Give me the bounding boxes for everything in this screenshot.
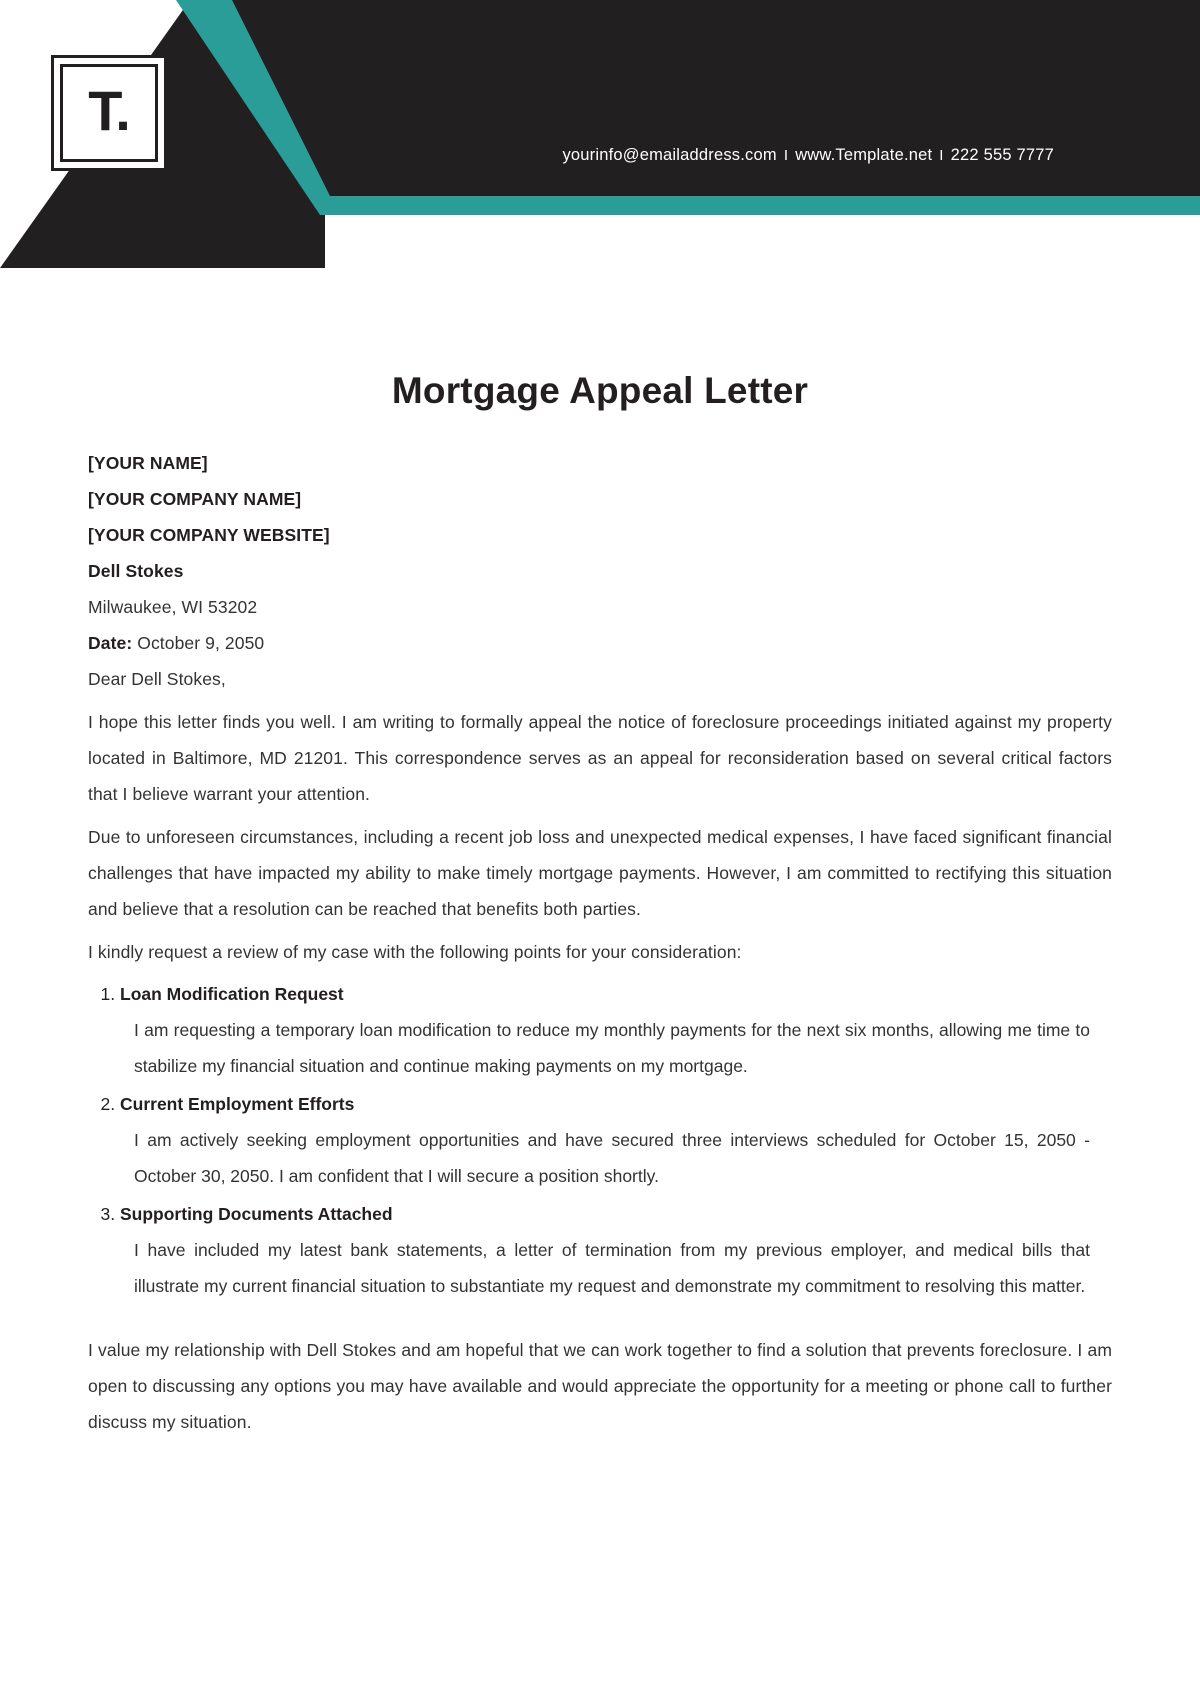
point-title: Loan Modification Request (120, 984, 344, 1004)
sender-website: [YOUR COMPANY WEBSITE] (88, 525, 330, 545)
point-body: I have included my latest bank statements, a letter of termination from my previous employer, and medical bills that illustrate my current financial situation to substantiate my request and demonstrate my commitment to resolving this matter. (134, 1240, 1090, 1296)
contact-phone: 222 555 7777 (950, 146, 1054, 164)
paragraph-1: I hope this letter finds you well. I am writing to formally appeal the notice of foreclosure proceedings initiated against my property located in Baltimore, MD 21201. This correspondence serves as an appeal for reconsideration based on several critical factors that I believe warrant your attention. (88, 712, 1112, 804)
page-title: Mortgage Appeal Letter (391, 370, 809, 411)
point-body: I am requesting a temporary loan modification to reduce my monthly payments for the next six months, allowing me time to stabilize my financial situation and continue making payments on my mortgage. (134, 1020, 1090, 1076)
paragraph-2: Due to unforeseen circumstances, including a recent job loss and unexpected medical expenses, I have faced significant financial challenges that have impacted my ability to make timely mortgage payments. However, I am committed to rectifying this situation and believe that a resolution can be reached that benefits both parties. (88, 827, 1112, 919)
letter-body (0, 370, 1200, 1440)
point-title: Current Employment Efforts (120, 1094, 355, 1114)
sender-name: [YOUR NAME] (88, 453, 208, 473)
header-contact-info (562, 146, 1054, 165)
salutation: Dear Dell Stokes, (88, 669, 226, 689)
letterhead-header (0, 0, 1200, 268)
point-title: Supporting Documents Attached (120, 1204, 393, 1224)
date-value: October 9, 2050 (137, 633, 265, 653)
contact-email: yourinfo@emailaddress.com (562, 146, 777, 164)
contact-separator-2: I (939, 147, 944, 164)
sender-company: [YOUR COMPANY NAME] (88, 489, 302, 509)
logo-letter: T. (88, 79, 130, 142)
contact-separator-1: I (783, 147, 789, 164)
paragraph-3: I kindly request a review of my case with the following points for your consideration: (88, 942, 742, 962)
points-list (88, 976, 1112, 1304)
logo-frame (60, 64, 158, 162)
list-item (120, 1196, 1112, 1304)
point-body: I am actively seeking employment opportunities and have secured three interviews scheduled for October 15, 2050 - October 30, 2050. I am confident that I will secure a position shortly. (134, 1130, 1090, 1186)
letter-date (88, 625, 1112, 661)
recipient-address: Milwaukee, WI 53202 (88, 597, 258, 617)
logo (51, 55, 167, 171)
list-item (120, 1086, 1112, 1194)
recipient-name: Dell Stokes (88, 561, 184, 581)
contact-website: www.Template.net (795, 146, 933, 164)
date-label: Date: (88, 633, 133, 653)
list-item (120, 976, 1112, 1084)
header-dark-band (0, 0, 1200, 268)
closing-paragraph: I value my relationship with Dell Stokes and am hopeful that we can work together to find a solution that prevents foreclosure. I am open to discussing any options you may have available and would appreciate the opportunity for a meeting or phone call to further discuss my situation. (88, 1340, 1112, 1432)
